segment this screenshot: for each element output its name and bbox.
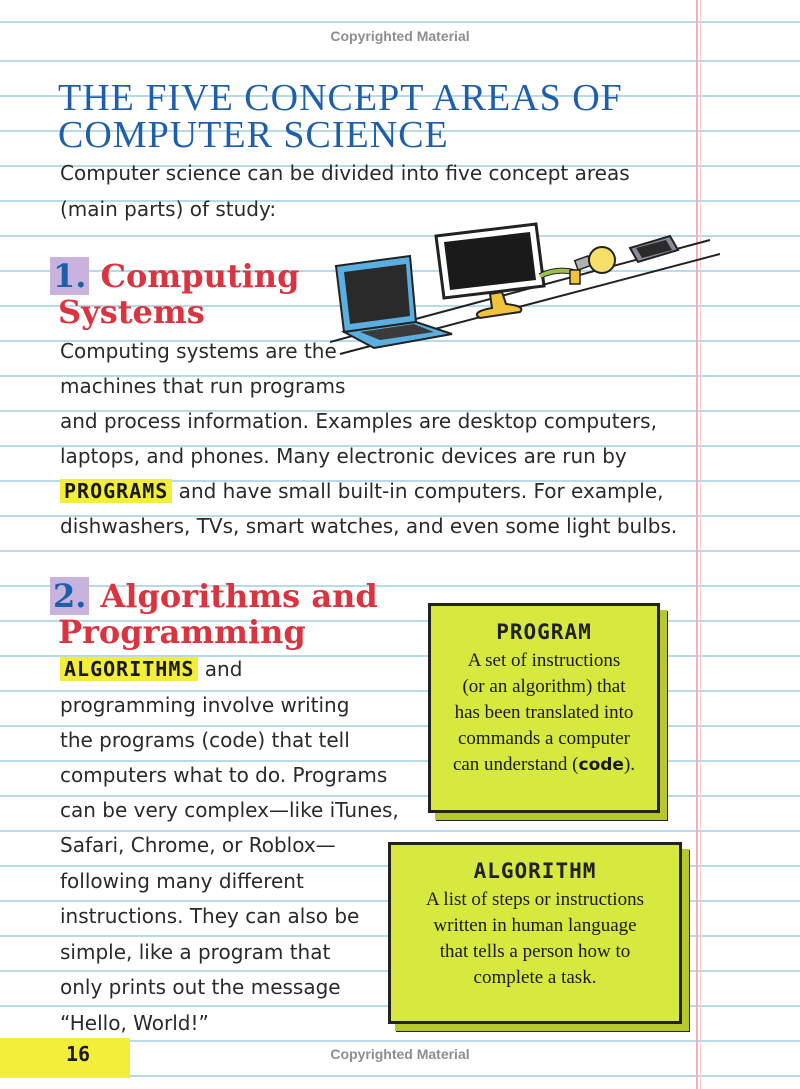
section-2-heading bbox=[50, 578, 378, 614]
section-1-line-1: Computing systems are the bbox=[60, 339, 337, 363]
section-1-line-6: dishwashers, TVs, smart watches, and even some light bulbs. bbox=[60, 514, 678, 538]
section-2-line-1-rest: and bbox=[198, 657, 243, 681]
section-2-line-5: can be very complex—like iTunes, bbox=[60, 798, 399, 822]
section-1-heading bbox=[50, 258, 299, 294]
algorithm-card-line-3: that tells a person how to bbox=[439, 941, 631, 962]
section-2-line-3: the programs (code) that tell bbox=[60, 728, 350, 752]
section-2-line-10: only prints out the message bbox=[60, 975, 341, 999]
program-card-line-1: A set of instructions bbox=[467, 650, 621, 671]
margin-line-secondary bbox=[700, 0, 701, 1089]
section-2-line-2: programming involve writing bbox=[60, 693, 350, 717]
program-card-line-2: (or an algorithm) that bbox=[462, 676, 626, 697]
program-card-line-5 bbox=[431, 752, 657, 778]
section-1-line-2: machines that run programs bbox=[60, 374, 346, 398]
algorithm-card-line-1: A list of steps or instructions bbox=[426, 889, 644, 910]
program-card-code-word: code bbox=[578, 755, 624, 775]
intro-line-1: Computer science can be divided into five concept areas bbox=[60, 161, 630, 185]
section-2-line-4: computers what to do. Programs bbox=[60, 763, 388, 787]
section-1-number: 1. bbox=[50, 257, 89, 295]
program-card-line-5-pre: can understand ( bbox=[452, 754, 579, 775]
laptop-icon bbox=[336, 256, 452, 348]
section-2-line-1 bbox=[60, 652, 242, 687]
watch-icon bbox=[540, 270, 580, 284]
program-card-line-5-post: ). bbox=[623, 754, 636, 775]
footer-copyright: Copyrighted Material bbox=[330, 1046, 470, 1062]
page-title-line-2: COMPUTER SCIENCE bbox=[58, 114, 449, 156]
page-title-line-1: THE FIVE CONCEPT AREAS OF bbox=[58, 77, 623, 119]
section-1-heading-line-1: Computing bbox=[100, 257, 300, 295]
section-2-heading-line-2: Programming bbox=[58, 613, 306, 651]
section-1-heading-line-2: Systems bbox=[58, 293, 205, 331]
intro-line-2: (main parts) of study: bbox=[60, 197, 277, 221]
page-number: 16 bbox=[66, 1042, 91, 1066]
algorithm-definition-card bbox=[388, 842, 682, 1024]
algorithm-card-line-4: complete a task. bbox=[473, 967, 597, 988]
programs-highlight: PROGRAMS bbox=[60, 479, 172, 503]
section-2-line-7: following many different bbox=[60, 869, 304, 893]
header-copyright: Copyrighted Material bbox=[330, 28, 470, 44]
section-2-line-6: Safari, Chrome, or Roblox— bbox=[60, 833, 336, 857]
section-1-line-3: and process information. Examples are desktop computers, bbox=[60, 409, 657, 433]
section-1-line-5-rest: and have small built-in computers. For example, bbox=[172, 479, 664, 503]
section-2-line-8: instructions. They can also be bbox=[60, 904, 360, 928]
section-1-line-5 bbox=[60, 474, 664, 509]
algorithm-card-line-2: written in human language bbox=[433, 915, 637, 936]
program-card-line-4: commands a computer bbox=[457, 728, 630, 749]
algorithms-highlight: ALGORITHMS bbox=[60, 657, 198, 681]
devices-illustration bbox=[330, 218, 720, 358]
section-1-line-4: laptops, and phones. Many electronic devices are run by bbox=[60, 444, 627, 468]
section-2-heading-line-1: Algorithms and bbox=[100, 577, 378, 615]
algorithm-card-title: ALGORITHM bbox=[473, 859, 597, 883]
program-card-line-3: has been translated into bbox=[454, 702, 634, 723]
section-2-line-11: “Hello, World!” bbox=[60, 1011, 209, 1035]
algorithm-card-body bbox=[391, 887, 679, 991]
light-bulb-icon bbox=[575, 247, 615, 273]
phone-icon bbox=[630, 236, 678, 262]
program-card-title: PROGRAM bbox=[496, 620, 592, 644]
section-2-line-9: simple, like a program that bbox=[60, 940, 331, 964]
program-definition-card bbox=[428, 603, 660, 813]
page-title bbox=[58, 77, 623, 156]
margin-line bbox=[696, 0, 698, 1089]
program-card-body bbox=[431, 648, 657, 778]
section-2-number: 2. bbox=[50, 577, 89, 615]
